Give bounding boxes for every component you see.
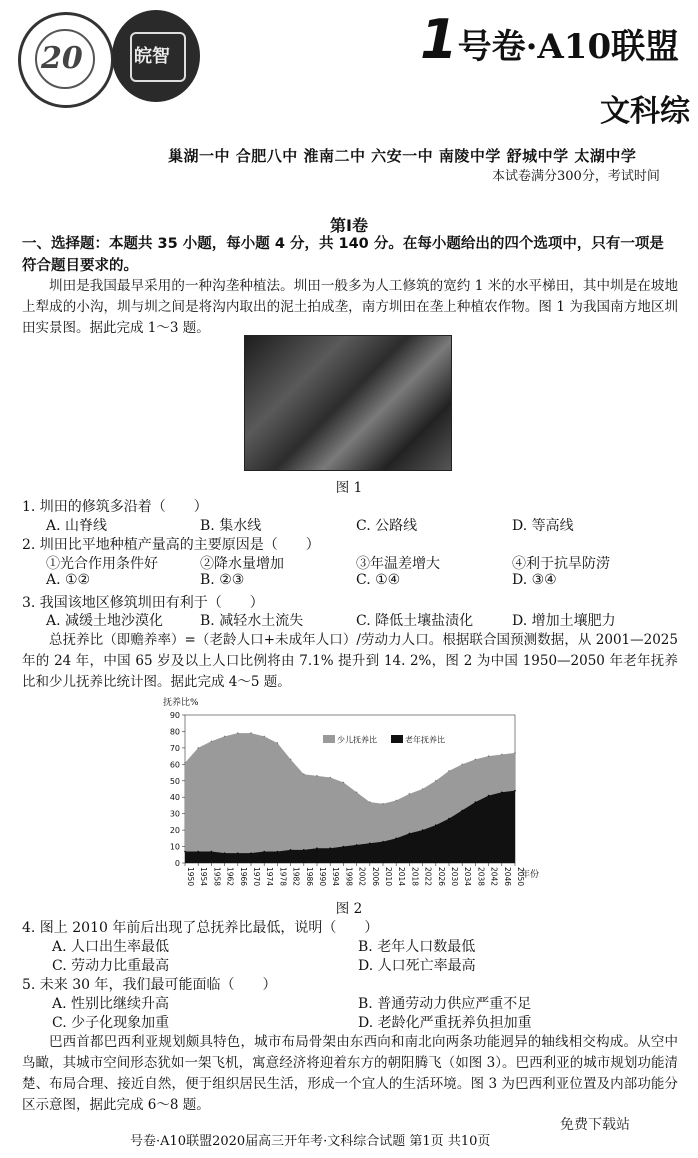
- q2-option-c: C. ①④: [356, 572, 401, 588]
- old-point-1978: [277, 851, 279, 853]
- x-tick-label-1978: 1978: [278, 867, 288, 887]
- child-point-2010: [382, 803, 384, 805]
- volume-title: 第Ⅰ卷: [330, 216, 368, 235]
- terrace-field-photo: [244, 335, 452, 471]
- y-tick-label-50: 50: [169, 776, 180, 786]
- old-point-1954: [197, 851, 199, 853]
- wanzhi-logo-text: 皖智: [134, 46, 170, 67]
- figure-1-caption: 图 1: [335, 480, 363, 496]
- alliance-logo-number: 20: [41, 41, 83, 76]
- figure-2-caption: 图 2: [335, 901, 363, 917]
- brand-mark: 1: [420, 8, 458, 71]
- old-point-2030: [448, 818, 450, 820]
- x-tick-label-1950: 1950: [186, 867, 195, 887]
- page-footer: 号卷·A10联盟2020届高三开年考·文科综合试题 第1页 共10页: [130, 1134, 491, 1149]
- q1-option-d: D. 等高线: [512, 518, 574, 534]
- child-point-2018: [409, 793, 411, 795]
- q5-option-b: B. 普通劳动力供应严重不足: [358, 996, 532, 1012]
- child-point-2034: [461, 764, 463, 766]
- x-tick-label-2042: 2042: [489, 867, 499, 887]
- x-tick-label-2046: 2046: [502, 867, 512, 887]
- x-tick-label-2038: 2038: [476, 867, 486, 887]
- child-point-1970: [250, 732, 252, 734]
- q3-option-c: C. 降低土壤盐渍化: [356, 613, 474, 629]
- x-tick-label-2026: 2026: [436, 867, 446, 887]
- q2-option-a: A. ①②: [46, 572, 91, 588]
- x-tick-label-2050: 2050: [516, 867, 525, 887]
- y-tick-label-30: 30: [169, 809, 180, 819]
- old-point-1970: [250, 852, 252, 854]
- brand-title: [420, 8, 679, 71]
- y-tick-label-0: 0: [174, 859, 180, 868]
- old-point-1994: [329, 847, 331, 849]
- x-tick-label-1986: 1986: [304, 867, 314, 887]
- subject-title: 文科综: [600, 94, 690, 129]
- exam-note: 本试卷满分300分，考试时间: [492, 169, 660, 184]
- x-tick-label-2018: 2018: [410, 867, 420, 887]
- y-tick-label-20: 20: [169, 826, 180, 836]
- child-point-1998: [343, 782, 345, 784]
- question-3-stem: 3. 我国该地区修筑圳田有利于（ ）: [22, 595, 264, 611]
- old-point-2006: [369, 842, 371, 844]
- x-tick-label-2010: 2010: [384, 867, 393, 887]
- q3-option-a: A. 减缓土地沙漠化: [46, 613, 164, 629]
- old-point-2038: [475, 801, 477, 803]
- question-4-stem: 4. 图上 2010 年前后出现了总抚养比最低，说明（ ）: [22, 920, 379, 936]
- child-point-1954: [197, 747, 199, 749]
- q5-option-a: A. 性别比继续升高: [52, 996, 170, 1012]
- child-point-2030: [448, 770, 450, 772]
- q3-option-d: D. 增加土壤肥力: [512, 613, 616, 629]
- old-point-2050: [514, 790, 516, 792]
- brand-text: 号卷·A10联盟: [457, 27, 680, 67]
- x-tick-label-1958: 1958: [212, 867, 222, 887]
- q2-item-3: ③年温差增大: [356, 556, 440, 572]
- q2-item-4: ④利于抗旱防涝: [512, 556, 610, 572]
- q2-option-b: B. ②③: [200, 572, 245, 588]
- child-point-1950: [184, 762, 186, 764]
- x-tick-label-2002: 2002: [357, 867, 367, 887]
- child-point-1994: [329, 777, 331, 779]
- question-2-stem: 2. 圳田比平地种植产量高的主要原因是（ ）: [22, 537, 320, 553]
- q4-option-b: B. 老年人口数最低: [358, 939, 476, 955]
- q4-option-c: C. 劳动力比重最高: [52, 958, 170, 974]
- q2-option-d: D. ③④: [512, 572, 557, 588]
- x-tick-label-1966: 1966: [238, 867, 248, 887]
- school-list: 巢湖一中 合肥八中 淮南二中 六安一中 南陵中学 舒城中学 太湖中学: [168, 147, 637, 165]
- section-instructions: 一、选择题：本题共 35 小题，每小题 4 分，共 140 分。在每小题给出的四个选项中，只有一项是符合题目要求的。: [22, 236, 664, 274]
- alliance-logo: [18, 12, 114, 108]
- old-point-1974: [263, 851, 265, 853]
- old-point-1990: [316, 847, 318, 849]
- q4-option-a: A. 人口出生率最低: [52, 939, 170, 955]
- x-tick-label-1962: 1962: [225, 867, 235, 887]
- child-point-2002: [356, 791, 358, 793]
- old-point-2002: [356, 844, 358, 846]
- passage-3: 巴西首都巴西利亚规划颇具特色，城市布局骨架由东西向和南北向两条功能迥异的轴线相交构成。从空中鸟瞰，其城市空间形态犹如一架飞机，寓意经济将迎着东方的朝阳腾飞（如图 3）。巴西利亚的城市规划功能清楚、布局合理、接近自然，便于组织居民生活，形成一个宜人的生活环境。图 3 为巴西利亚位置及内部功能分区示意图，据此完成 6～8 题。: [22, 1034, 678, 1113]
- q4-option-d: D. 人口死亡率最高: [358, 958, 476, 974]
- child-point-2038: [475, 759, 477, 761]
- child-point-2006: [369, 801, 371, 803]
- q1-option-c: C. 公路线: [356, 518, 418, 534]
- wanzhi-logo: [112, 10, 200, 102]
- watermark: 免费下载站: [560, 1117, 630, 1133]
- child-point-2014: [395, 800, 397, 802]
- old-point-2026: [435, 824, 437, 826]
- x-tick-label-1994: 1994: [331, 867, 341, 887]
- child-point-2050: [514, 752, 516, 754]
- x-tick-label-2030: 2030: [450, 867, 459, 887]
- q2-item-2: ②降水量增加: [200, 556, 284, 572]
- old-point-1998: [343, 846, 345, 848]
- child-point-1962: [224, 736, 226, 738]
- legend-label-old: 老年抚养比: [405, 735, 445, 745]
- old-point-1950: [184, 851, 186, 853]
- old-point-2042: [488, 795, 490, 797]
- old-point-1962: [224, 852, 226, 854]
- legend-swatch-old: [391, 735, 403, 743]
- old-point-1986: [303, 849, 305, 851]
- child-point-2022: [422, 788, 424, 790]
- x-tick-label-2006: 2006: [370, 867, 380, 887]
- old-point-1982: [290, 849, 292, 851]
- x-axis-label: 年份: [521, 870, 540, 880]
- old-point-2010: [382, 841, 384, 843]
- child-point-1990: [316, 775, 318, 777]
- y-axis-label: 抚养比%: [163, 698, 199, 708]
- q3-option-b: B. 减轻水土流失: [200, 613, 304, 629]
- q1-option-a: A. 山脊线: [46, 518, 108, 534]
- x-tick-label-2022: 2022: [423, 867, 433, 887]
- question-1-stem: 1. 圳田的修筑多沿着（ ）: [22, 499, 208, 515]
- dependency-ratio-chart: [150, 690, 550, 890]
- x-tick-label-1990: 1990: [318, 867, 327, 887]
- old-point-1966: [237, 852, 239, 854]
- old-point-1958: [211, 851, 213, 853]
- q1-option-b: B. 集水线: [200, 518, 262, 534]
- old-point-2014: [395, 838, 397, 840]
- q2-item-1: ①光合作用条件好: [46, 556, 158, 572]
- old-point-2034: [461, 810, 463, 812]
- child-point-2042: [488, 755, 490, 757]
- old-point-2022: [422, 829, 424, 831]
- old-point-2046: [501, 791, 503, 793]
- y-tick-label-90: 90: [169, 711, 180, 720]
- x-tick-label-1974: 1974: [265, 867, 275, 887]
- legend-swatch-child: [323, 735, 335, 743]
- old-point-2018: [409, 833, 411, 835]
- q5-option-c: C. 少子化现象加重: [52, 1015, 170, 1031]
- y-tick-label-70: 70: [169, 743, 180, 753]
- x-tick-label-2034: 2034: [463, 867, 473, 887]
- x-tick-label-1954: 1954: [199, 867, 209, 887]
- passage-2: 总抚养比（即赡养率）=（老龄人口+未成年人口）/劳动力人口。根据联合国预测数据，从 2001—2025 年的 24 年，中国 65 岁及以上人口比例将由 7.1% 提升到 14. 2%，图 2 为中国 1950—2050 年老年抚养比和少儿抚养比统计图。据此完成 4～5 题。: [22, 632, 678, 690]
- child-point-1986: [303, 773, 305, 775]
- child-point-1958: [211, 741, 213, 743]
- q5-option-d: D. 老龄化严重抚养负担加重: [358, 1015, 532, 1031]
- x-tick-label-1998: 1998: [344, 867, 354, 887]
- child-point-1982: [290, 759, 292, 761]
- x-tick-label-2014: 2014: [397, 867, 407, 887]
- question-5-stem: 5. 未来 30 年，我们最可能面临（ ）: [22, 977, 277, 993]
- legend-label-child: 少儿抚养比: [337, 735, 377, 745]
- y-tick-label-40: 40: [169, 793, 180, 803]
- child-point-2046: [501, 754, 503, 756]
- y-tick-label-60: 60: [169, 760, 180, 770]
- passage-1: 圳田是我国最早采用的一种沟垄种植法。圳田一般多为人工修筑的宽约 1 米的水平梯田，其中圳是在坡地上犁成的小沟，圳与圳之间是将沟内取出的泥土拍成垄，南方圳田在垄上种植农作物。图 1 为我国南方地区圳田实景图。据此完成 1～3 题。: [22, 278, 678, 336]
- y-tick-label-80: 80: [169, 727, 180, 737]
- child-point-1966: [237, 732, 239, 734]
- child-point-2026: [435, 780, 437, 782]
- x-tick-label-1970: 1970: [252, 867, 261, 887]
- child-point-1974: [263, 736, 265, 738]
- y-tick-label-10: 10: [169, 842, 180, 852]
- child-point-1978: [277, 742, 279, 744]
- x-tick-label-1982: 1982: [291, 867, 301, 887]
